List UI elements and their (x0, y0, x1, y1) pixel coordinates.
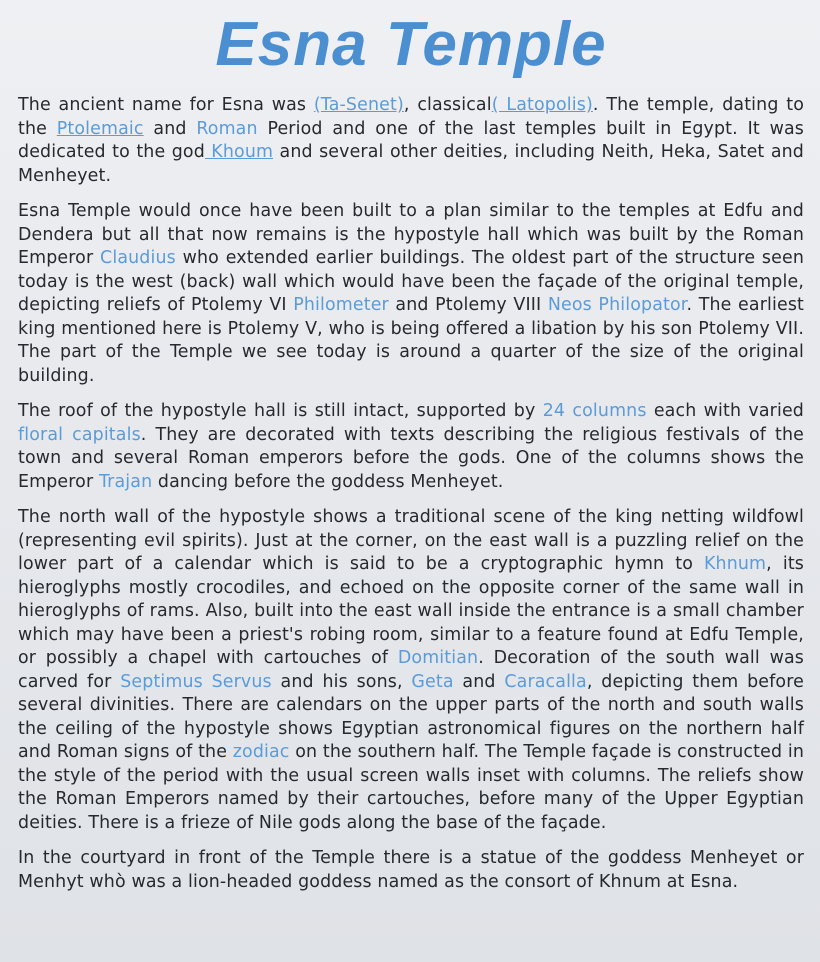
link-ptolemaic: Ptolemaic (56, 118, 144, 139)
link-latopolis: ( Latopolis) (491, 95, 593, 115)
text: Period and one of the last temples built in Egypt. It was dedicated to the god (18, 118, 804, 162)
text: . The earliest king mentioned here is Ptolemy V, who is being offered a libation by his son Ptolemy VII. The part of the Temple we see today is around a quarter of the size of the original building. (18, 295, 804, 386)
highlight-neos-philopator: Neos Philopator (547, 295, 687, 315)
text: , depicting them before several divinities. There are calendars on the upper parts of the north and south walls the ceiling of the hypostyle shows Egyptian astronomical figures on the northern half and Roman signs of the (18, 671, 804, 762)
text: In the courtyard in front of the Temple there is a statue of the goddess Menheyet or Menhyt whò was a lion-headed goddess named as the consort of Khnum at Esna. (18, 848, 804, 892)
page-title: Esna Temple (215, 10, 607, 79)
paragraph-1 (18, 94, 804, 188)
link-khoum: Khoum (204, 142, 274, 162)
highlight-zodiac: zodiac (232, 742, 290, 762)
text: . The temple, dating to the (18, 95, 804, 139)
text: and Ptolemy VIII (388, 295, 548, 315)
text: The ancient name for Esna was (18, 95, 314, 115)
text: The roof of the hypostyle hall is still intact, supported by (18, 401, 543, 421)
highlight-domitian: Domitian (397, 648, 479, 668)
text: . They are decorated with texts describing the religious festivals of the town and several Roman emperors before the gods. One of the columns shows the Emperor (18, 424, 805, 492)
text: Esna Temple would once have been built to a plan similar to the temples at Edfu and Dendera but all that now remains is the hypostyle hall which was built by the Roman Emperor (18, 201, 804, 268)
paragraph-4 (18, 506, 804, 835)
text: , classical (403, 95, 492, 115)
text: and (453, 671, 505, 692)
highlight-claudius: Claudius (100, 248, 176, 268)
paragraph-5 (18, 847, 804, 894)
text: dancing before the goddess Menheyet. (152, 471, 504, 492)
text: and his sons, (271, 671, 412, 692)
paragraph-2 (18, 200, 804, 388)
highlight-trajan: Trajan (98, 471, 153, 492)
highlight-geta: Geta (411, 671, 454, 692)
highlight-khnum: Khnum (703, 554, 767, 574)
highlight-caracalla: Caracalla (504, 671, 587, 692)
link-ta-senet: (Ta-Senet) (313, 95, 404, 115)
highlight-septimus-servus: Septimus Servus (120, 671, 272, 692)
text: . Decoration of the south wall was carved for (18, 648, 804, 692)
paragraph-3 (18, 400, 804, 494)
text: and (143, 118, 197, 139)
highlight-philometer: Philometer (293, 295, 389, 315)
text: who extended earlier buildings. The oldest part of the structure seen today is the west (back) wall which would have been the façade of the original temple, depicting reliefs of Ptolemy VI (18, 248, 805, 315)
text: each with varied (646, 401, 804, 421)
text: , its hieroglyphs mostly crocodiles, and echoed on the opposite corner of the same wall in hieroglyphs of rams. Also, built into the east wall inside the entrance is a small chamber which may have been a priest's robing room, similar to a feature found at Edfu Temple, or possibly a chapel with cartouches of (18, 554, 804, 668)
text: The north wall of the hypostyle shows a traditional scene of the king netting wildfowl (representing evil spirits). Just at the corner, on the east wall is a puzzling relief on the lower part of a calendar which is said to be a cryptographic hymn to (18, 507, 804, 574)
highlight-24-columns: 24 columns (542, 401, 647, 421)
text: and several other deities, including Neith, Heka, Satet and Menheyet. (18, 142, 804, 186)
highlight-roman: Roman (196, 118, 258, 139)
text: on the southern half. The Temple façade is constructed in the style of the period with the usual screen walls inset with columns. The reliefs show the Roman Emperors named by their cartouches, before many of the Upper Egyptian deities. There is a frieze of Nile gods along the base of the façade. (18, 742, 804, 833)
highlight-floral-capitals: floral capitals (18, 424, 141, 445)
